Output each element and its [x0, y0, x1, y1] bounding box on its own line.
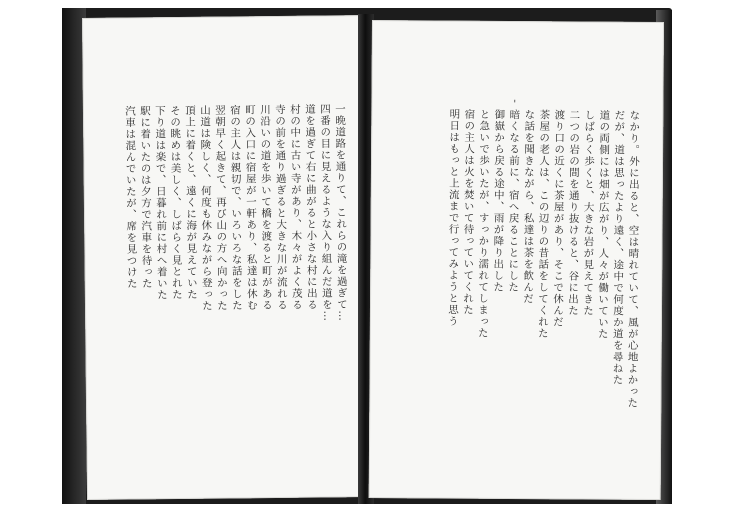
text-column: 駅に着いたのは夕方で汽車を待った [138, 105, 153, 290]
text-column: 宿の主人は火を焚いて待っていてくれた [461, 108, 476, 316]
text-column: 一晩道路を通りて、これらの滝を過ぎて… [333, 103, 349, 322]
text-column: 二つの岩の間を通り抜けると、谷に出た [566, 109, 581, 317]
right-page-text [397, 108, 641, 460]
left-page-text [101, 103, 351, 460]
text-column: しばらく歩くと、大きな岩が見えてきた [581, 109, 596, 317]
text-column: 村の中に古い寺があり、木々がよく茂る [288, 103, 304, 311]
text-column: 茶屋の老人は、この辺りの昔話をしてくれた [536, 109, 551, 340]
text-column: 山道は険しく、何度も休みながら登った [198, 104, 214, 312]
text-column: だが、道は思ったより遠く、途中で何度か道を尋ねた [611, 109, 626, 386]
right-page [369, 20, 664, 500]
page-mark: ' [513, 98, 517, 111]
text-column: 明日はもっと上流まで行ってみようと思う [446, 108, 461, 328]
text-column: 下り道は楽で、日暮れ前に村へ着いた [153, 105, 168, 301]
text-column: 寺の前を通り過ぎると大きな川が流れる [273, 103, 289, 311]
text-column: 御嶽から戻る途中、雨が降り出した [492, 108, 506, 293]
text-column: なかり。外に出ると、空は晴れていて、風が心地よかった [626, 109, 641, 409]
text-column: 町の入口に宿屋が一軒あり、私達は休む [243, 104, 259, 312]
text-column: その眺めは美しく、しばらく見とれた [168, 104, 183, 301]
text-column: 翌朝早く起きて、再び山の方へ向かった [213, 104, 229, 312]
text-column: 暗くなる前に、宿へ戻ることにした [507, 108, 521, 294]
text-column: 渡り口の近くに茶屋があり、そこで休んだ [551, 109, 566, 328]
text-column: 道の両側には畑が広がり、人々が働いていた [596, 109, 611, 340]
text-column: 汽車は混んでいたが、席を見つけた [123, 105, 138, 290]
text-column: 川沿いの道を歩いて橋を渡ると町がある [258, 104, 274, 312]
text-column: な話を聞きながら、私達は茶を飲んだ [522, 109, 536, 305]
text-column: 四番の目に見えるような入り組んだ道を… [318, 103, 334, 323]
text-column: と急いで歩いたが、すっかり濡れてしまった [476, 108, 491, 339]
text-column: 頂上に着くと、遠くに海が見えていた [183, 104, 198, 301]
left-page [82, 15, 365, 500]
text-column: 道を過ぎて右に曲がると小さな村に出る [303, 103, 319, 311]
text-column: 宿の主人は親切で、いろいろな話をした [228, 104, 244, 312]
